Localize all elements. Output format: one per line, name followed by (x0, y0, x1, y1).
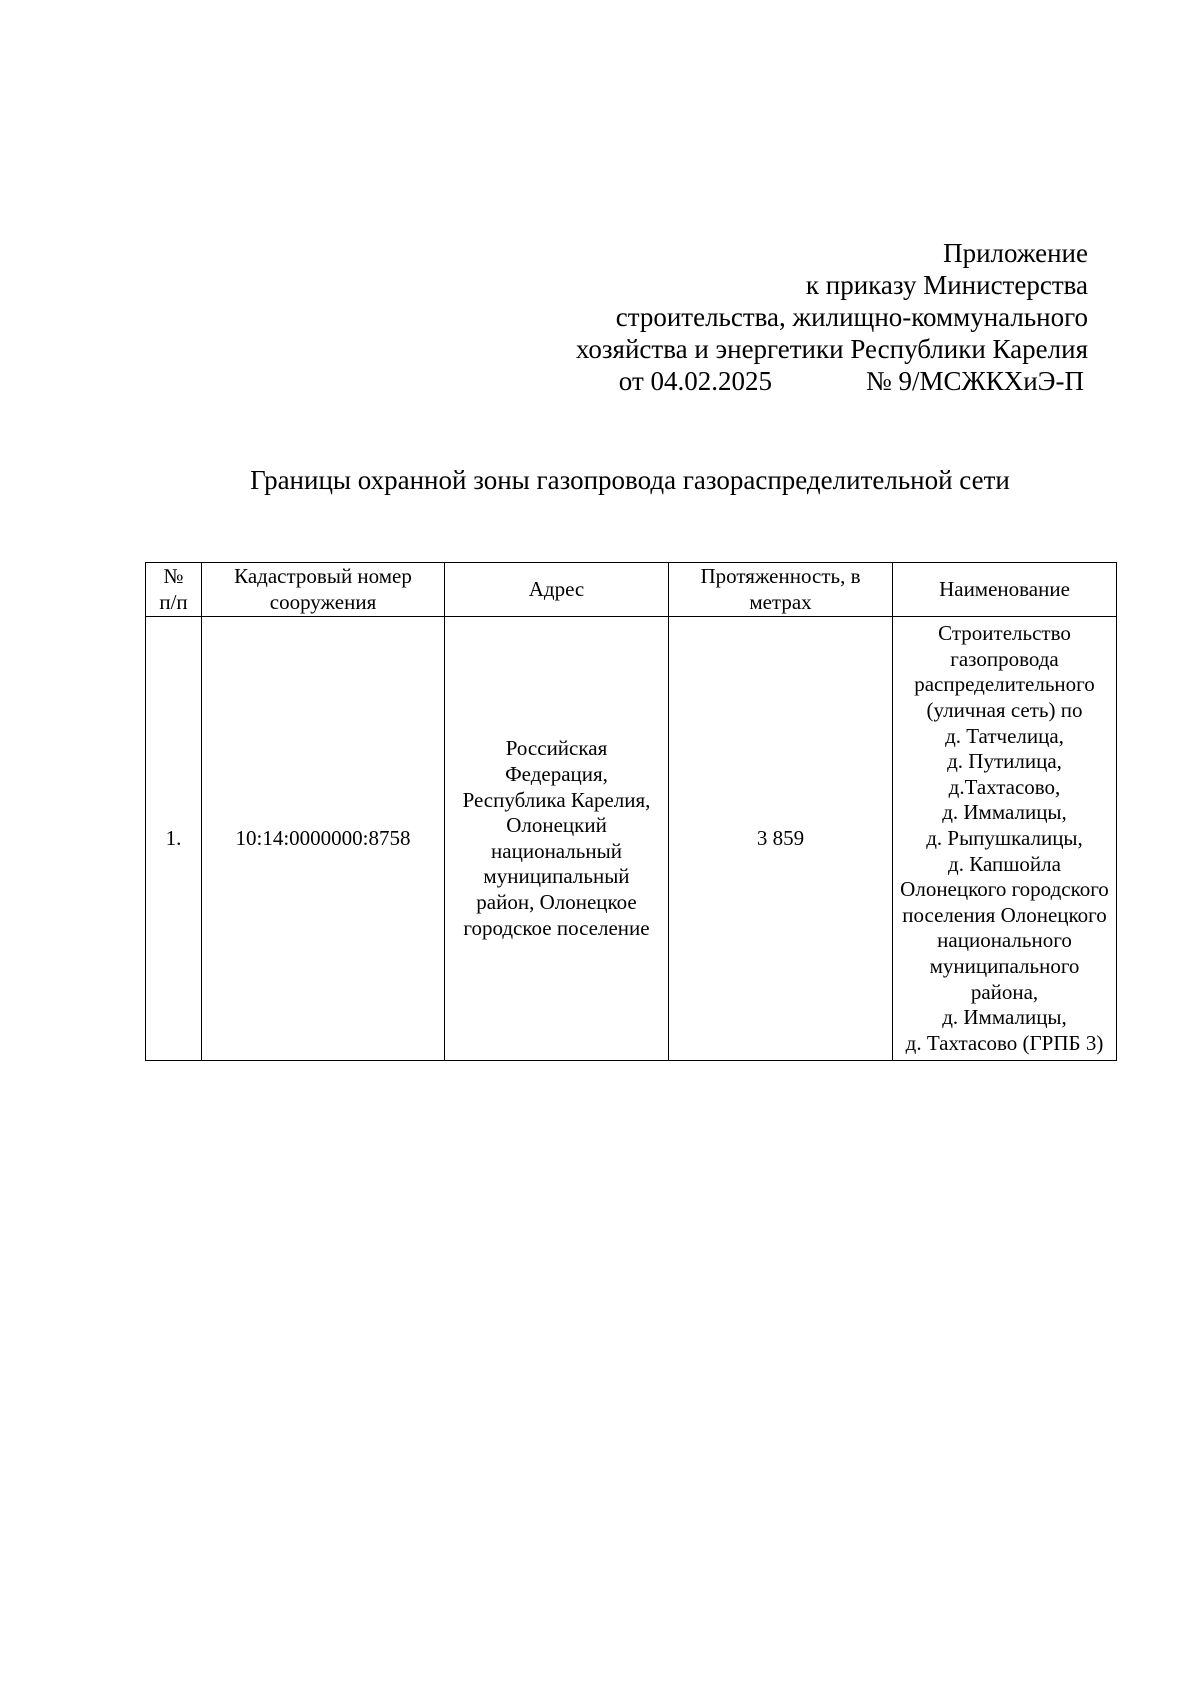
table-row (146, 617, 1117, 1061)
document-title: Границы охранной зоны газопровода газораспределительной сети (250, 465, 1010, 495)
header-address: Адрес (445, 563, 669, 617)
appendix-header (468, 237, 1088, 397)
table-header-row (146, 563, 1117, 617)
order-date-number (468, 365, 1088, 397)
protection-zone-table (145, 562, 1117, 1061)
order-number: № 9/МСЖКХиЭ-П (866, 366, 1084, 396)
appendix-ministry-line-2: хозяйства и энергетики Республики Карелия (575, 334, 1088, 364)
header-length: Протяженность, в метрах (669, 563, 893, 617)
cell-name: Строительство газопровода распределительного (уличная сеть) по д. Татчелица, д. Путилица, д.Тахтасово, д. Иммалицы, д. Рыпушкалицы, д. Капшойла Олонецкого городского поселения Олонецкого национального муниципального района, д. Иммалицы, д. Тахтасово (ГРПБ 3) (893, 617, 1117, 1061)
appendix-title: Приложение (943, 238, 1088, 268)
header-cadastral-number: Кадастровый номер сооружения (202, 563, 445, 617)
cell-length: 3 859 (669, 617, 893, 1061)
appendix-ministry-line: строительства, жилищно-коммунального (615, 302, 1088, 332)
cell-cadastral-number: 10:14:0000000:8758 (202, 617, 445, 1061)
appendix-order-ref: к приказу Министерства (805, 270, 1088, 300)
cell-number: 1. (146, 617, 202, 1061)
cell-address: Российская Федерация, Республика Карелия, Олонецкий национальный муниципальный район, Олонецкое городское поселение (445, 617, 669, 1061)
header-number: № п/п (146, 563, 202, 617)
header-name: Наименование (893, 563, 1117, 617)
order-date: от 04.02.2025 (618, 366, 772, 396)
